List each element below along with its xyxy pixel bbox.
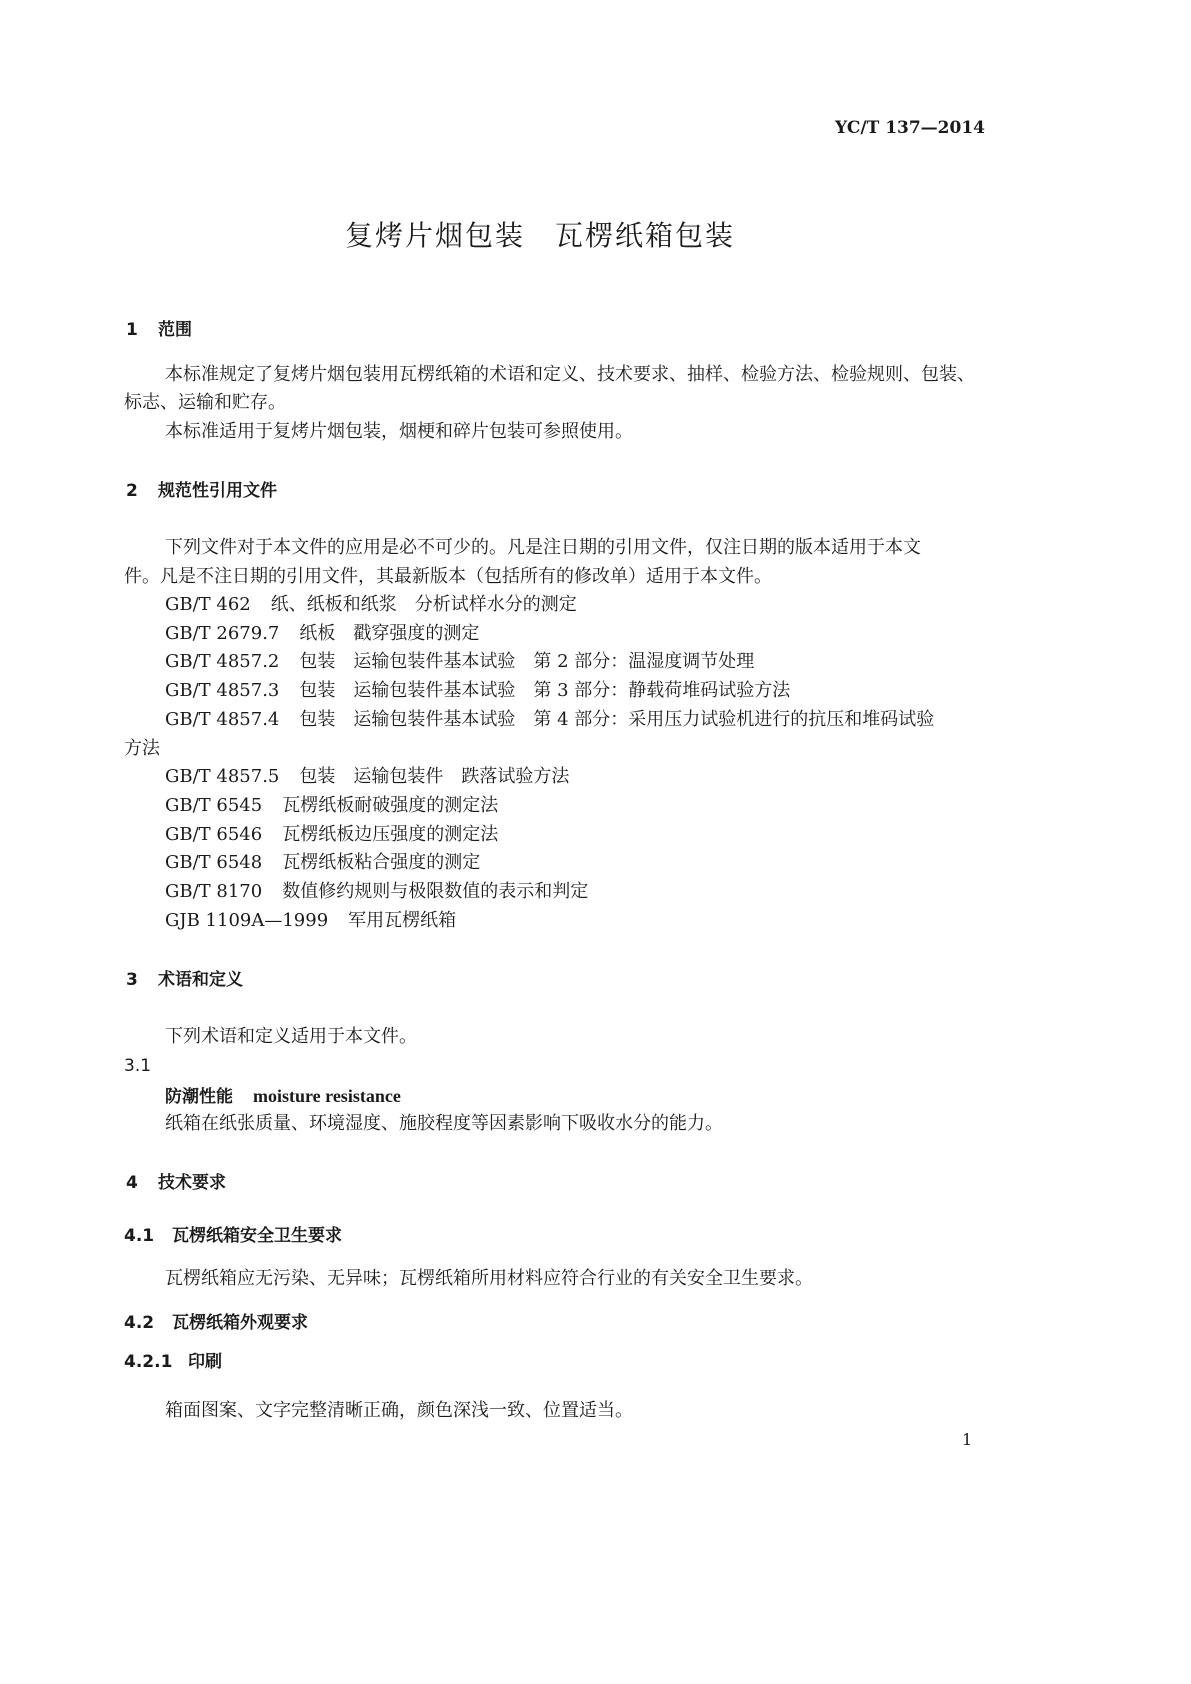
reference-title: 瓦楞纸板粘合强度的测定: [282, 852, 481, 873]
reference-title: 军用瓦楞纸箱: [348, 910, 457, 931]
reference-code: GJB 1109A—1999: [165, 910, 329, 931]
reference-title: 瓦楞纸板边压强度的测定法: [282, 824, 499, 845]
reference-code: GB/T 8170: [165, 881, 263, 902]
section-3-heading: [126, 968, 243, 992]
term-en: moisture resistance: [253, 1086, 401, 1106]
reference-code: GB/T 6545: [165, 795, 263, 816]
section-number: 1: [126, 320, 138, 340]
doc-code-header: YC/T 137—2014: [835, 118, 985, 138]
reference-title: 包装 运输包装件基本试验 第 4 部分：采用压力试验机进行的抗压和堆码试验: [299, 709, 935, 730]
reference-item: [165, 794, 498, 818]
section-title: 瓦楞纸箱安全卫生要求: [172, 1226, 342, 1246]
section-title: 技术要求: [158, 1173, 226, 1193]
paragraph: 本标准适用于复烤片烟包装，烟梗和碎片包装可参照使用。: [165, 421, 633, 442]
paragraph: 件。凡是不注日期的引用文件，其最新版本（包括所有的修改单）适用于本文件。: [124, 566, 772, 587]
reference-code: GB/T 6548: [165, 852, 263, 873]
reference-item: [165, 909, 456, 933]
section-4-2-1-heading: [124, 1350, 222, 1374]
paragraph: 标志、运输和贮存。: [124, 392, 286, 413]
section-title: 术语和定义: [158, 970, 243, 990]
reference-item: [165, 593, 577, 617]
section-number: 4.2.1: [124, 1352, 173, 1372]
reference-code: GB/T 4857.3: [165, 680, 280, 701]
reference-title: 瓦楞纸板耐破强度的测定法: [282, 795, 499, 816]
term-heading: [165, 1084, 401, 1109]
section-number: 4: [126, 1173, 138, 1193]
section-number: 4.2: [124, 1313, 155, 1333]
reference-item: [165, 765, 569, 789]
section-title: 印刷: [188, 1352, 222, 1372]
term-number: 3.1: [124, 1056, 152, 1076]
reference-item: [165, 708, 934, 732]
section-number: 2: [126, 481, 138, 501]
reference-item: [165, 880, 588, 904]
paragraph: 箱面图案、文字完整清晰正确，颜色深浅一致、位置适当。: [165, 1400, 633, 1421]
section-number: 3: [126, 970, 138, 990]
reference-code: GB/T 4857.4: [165, 709, 280, 730]
reference-title: 包装 运输包装件 跌落试验方法: [299, 766, 570, 787]
reference-code: GB/T 4857.5: [165, 766, 280, 787]
section-title: 范围: [158, 320, 192, 340]
paragraph: 下列文件对于本文件的应用是必不可少的。凡是注日期的引用文件，仅注日期的版本适用于本文: [165, 537, 921, 558]
section-1-heading: [126, 318, 192, 342]
reference-code: GB/T 6546: [165, 824, 263, 845]
section-number: 4.1: [124, 1226, 155, 1246]
reference-title: 包装 运输包装件基本试验 第 2 部分：温湿度调节处理: [299, 651, 755, 672]
section-title: 规范性引用文件: [158, 481, 277, 501]
reference-item: [165, 851, 480, 875]
reference-title: 数值修约规则与极限数值的表示和判定: [282, 881, 589, 902]
paragraph: 下列术语和定义适用于本文件。: [165, 1026, 417, 1047]
reference-title: 纸板 戳穿强度的测定: [299, 623, 480, 644]
section-2-heading: [126, 479, 277, 503]
reference-item: [165, 823, 498, 847]
reference-item: [165, 679, 790, 703]
section-4-1-heading: [124, 1224, 342, 1248]
paragraph: 本标准规定了复烤片烟包装用瓦楞纸箱的术语和定义、技术要求、抽样、检验方法、检验规则、包装、: [165, 364, 975, 385]
section-4-2-heading: [124, 1311, 308, 1335]
term-definition: 纸箱在纸张质量、环境湿度、施胶程度等因素影响下吸收水分的能力。: [165, 1113, 723, 1134]
page-number: 1: [962, 1430, 973, 1449]
reference-title: 纸、纸板和纸浆 分析试样水分的测定: [270, 594, 577, 615]
page-title: 复烤片烟包装 瓦楞纸箱包装: [344, 219, 735, 252]
section-title: 瓦楞纸箱外观要求: [172, 1313, 308, 1333]
section-4-heading: [126, 1171, 226, 1195]
reference-item: [165, 650, 754, 674]
term-zh: 防潮性能: [165, 1087, 233, 1107]
reference-code: GB/T 462: [165, 594, 251, 615]
reference-item: [165, 622, 479, 646]
reference-code: GB/T 4857.2: [165, 651, 280, 672]
reference-title-continued: 方法: [124, 738, 160, 759]
paragraph: 瓦楞纸箱应无污染、无异味；瓦楞纸箱所用材料应符合行业的有关安全卫生要求。: [165, 1268, 813, 1289]
reference-title: 包装 运输包装件基本试验 第 3 部分：静载荷堆码试验方法: [299, 680, 791, 701]
reference-code: GB/T 2679.7: [165, 623, 280, 644]
